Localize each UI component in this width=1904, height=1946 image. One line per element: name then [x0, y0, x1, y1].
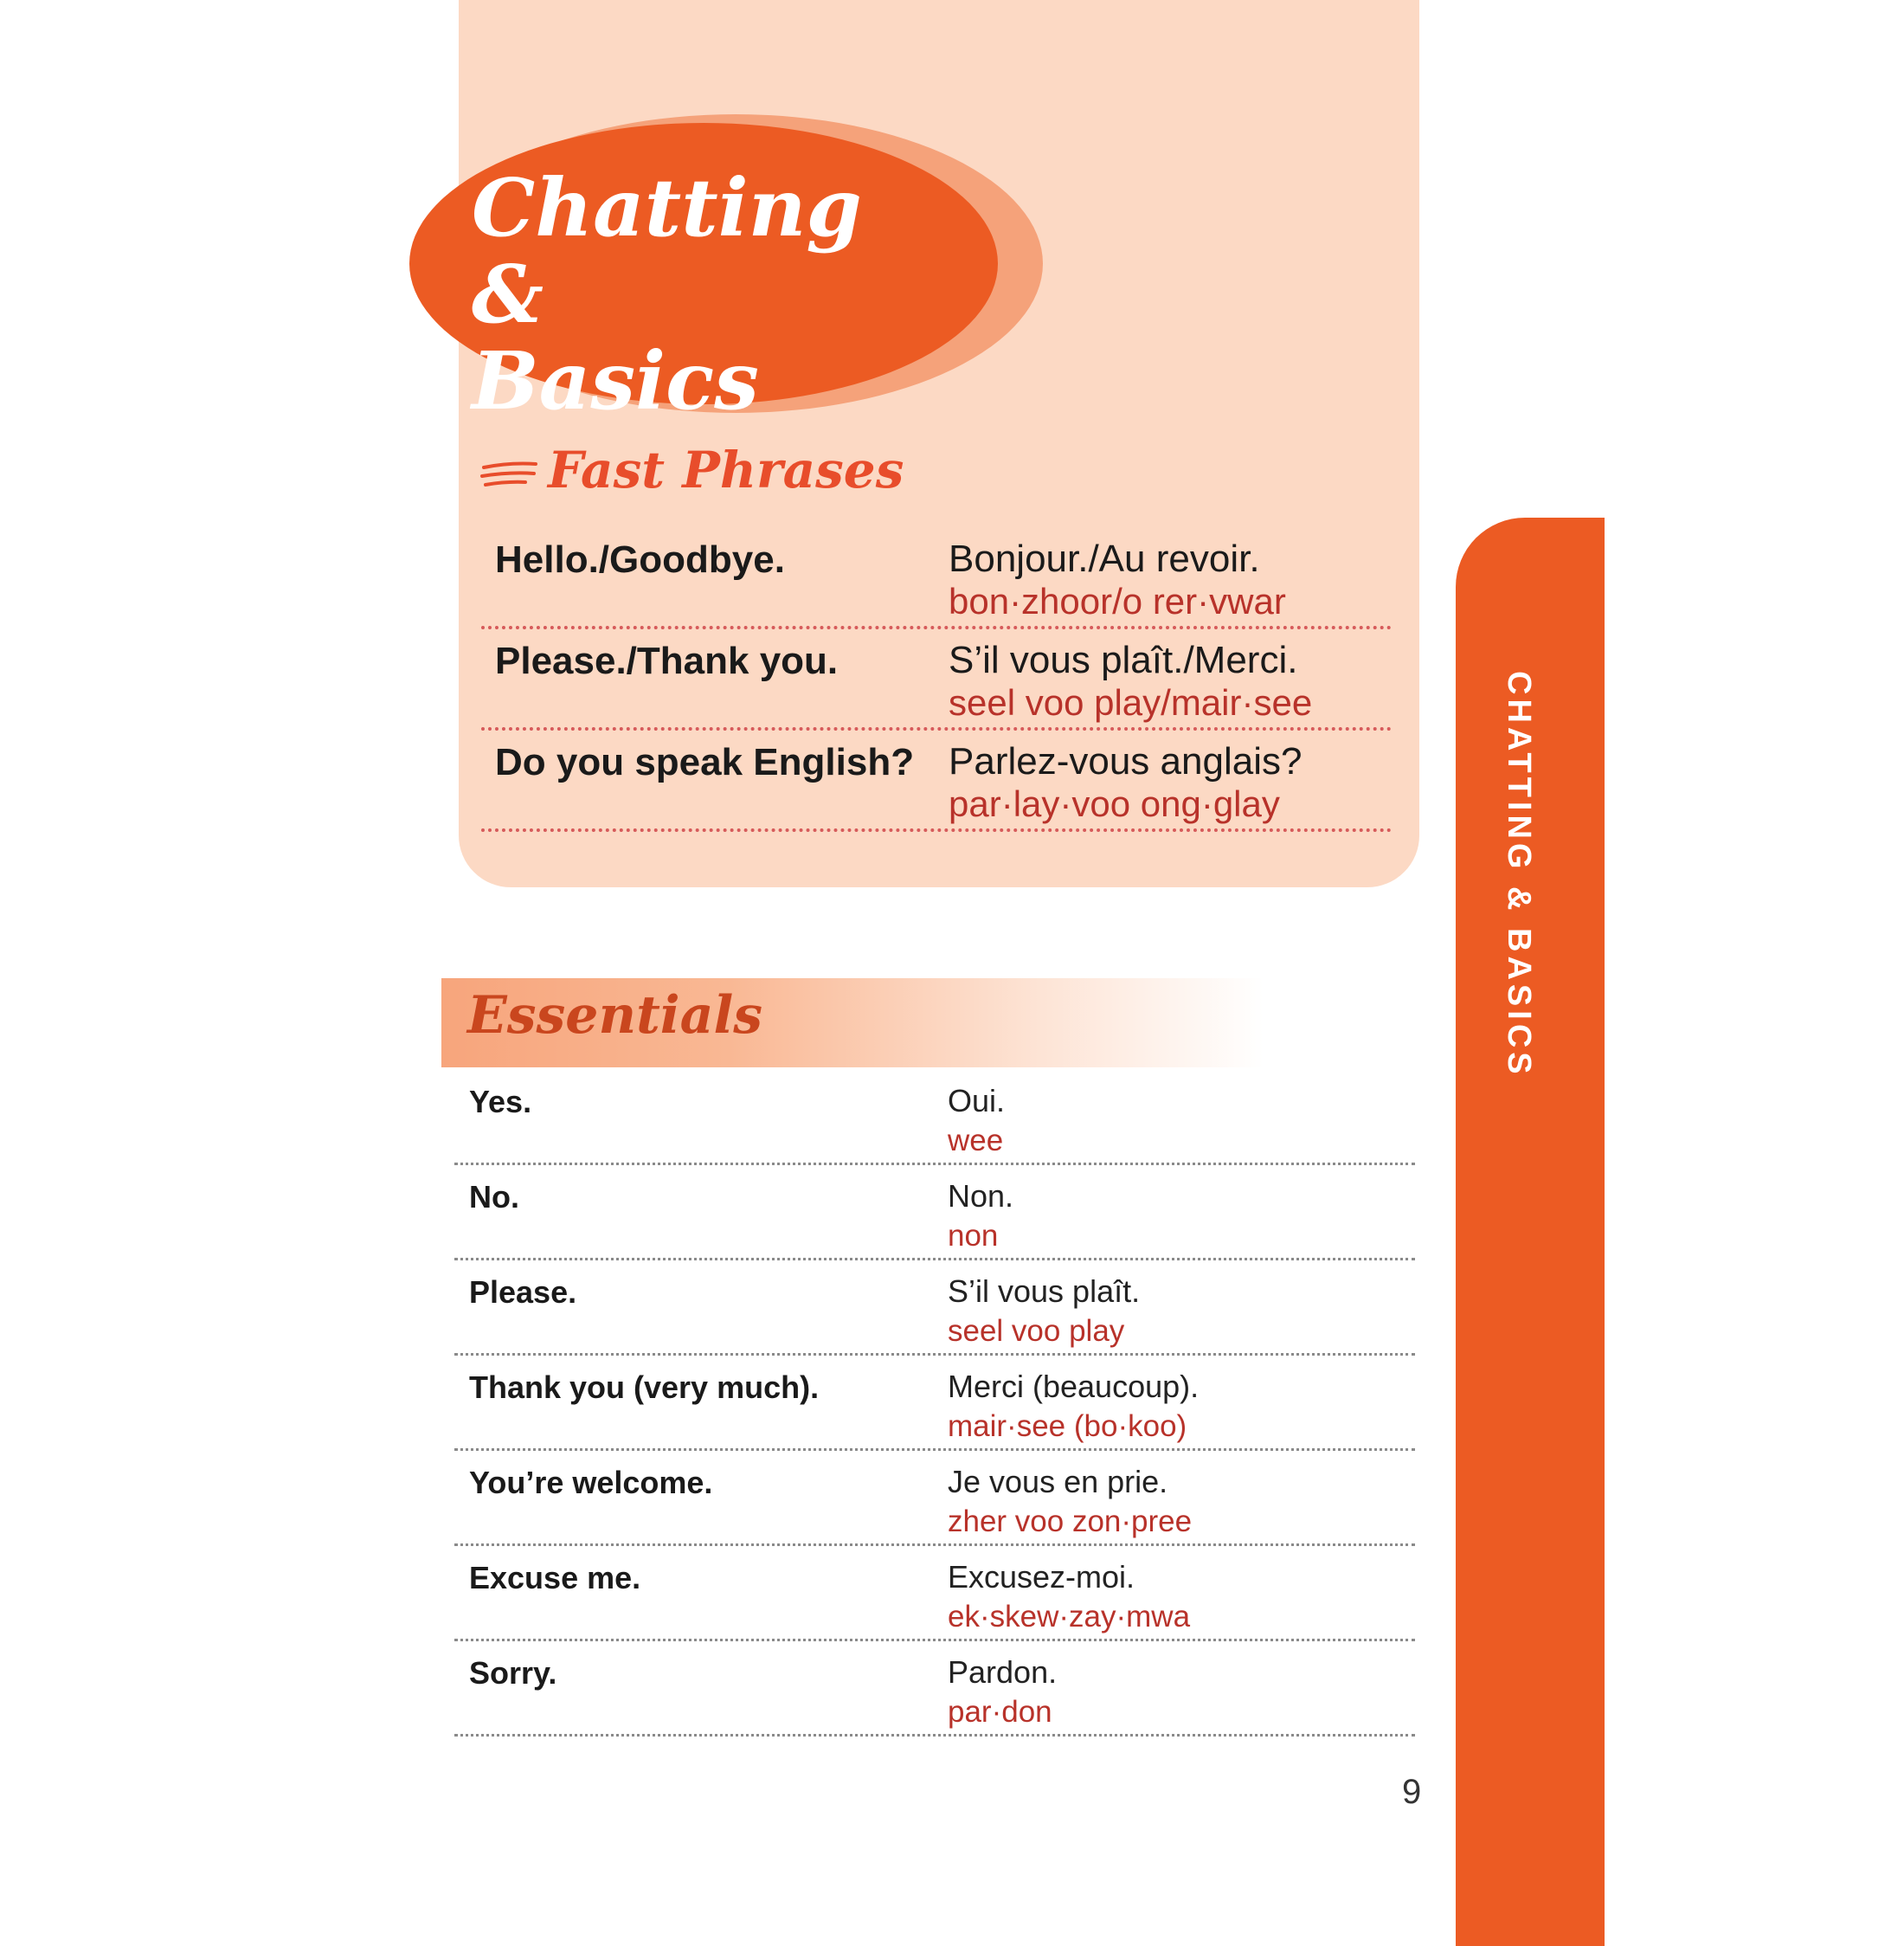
side-chapter-label: CHATTING & BASICS	[1501, 671, 1537, 1079]
essentials-table	[454, 1072, 1415, 1738]
fast-phrases-title: Fast Phrases	[548, 441, 904, 499]
table-row	[454, 1357, 1415, 1451]
english-phrase: Please./Thank you.	[495, 640, 839, 682]
french-phrase: Merci (beaucoup).	[948, 1369, 1200, 1404]
table-row	[454, 1262, 1415, 1356]
page-number: 9	[1402, 1773, 1422, 1811]
pronunciation: non	[948, 1219, 999, 1253]
chapter-title-line2: Basics	[472, 334, 759, 428]
table-row	[481, 530, 1392, 629]
table-row	[454, 1072, 1415, 1165]
english-phrase: Thank you (very much).	[469, 1369, 820, 1405]
french-phrase: Parlez-vous anglais?	[949, 740, 1303, 783]
pronunciation: bon·zhoor/o rer·vwar	[949, 581, 1286, 622]
table-row	[454, 1643, 1415, 1737]
english-phrase: Sorry.	[469, 1655, 557, 1691]
french-phrase: S’il vous plaît./Merci.	[949, 639, 1298, 681]
essentials-title: Essentials	[467, 985, 763, 1046]
table-row	[454, 1453, 1415, 1546]
english-phrase: Do you speak English?	[495, 741, 915, 783]
chapter-title-line1: Chatting &	[472, 161, 862, 341]
table-row	[481, 631, 1392, 731]
english-phrase: Excuse me.	[469, 1560, 641, 1595]
english-phrase: No.	[469, 1179, 519, 1215]
pronunciation: par·lay·voo ong·glay	[949, 783, 1280, 824]
english-phrase: Hello./Goodbye.	[495, 538, 785, 581]
pronunciation: mair·see (bo·koo)	[948, 1409, 1187, 1443]
english-phrase: Yes.	[469, 1084, 532, 1119]
french-phrase: Je vous en prie.	[948, 1464, 1168, 1499]
chapter-title	[472, 161, 922, 428]
fast-phrases-heading	[480, 435, 904, 505]
table-row	[481, 732, 1392, 832]
pronunciation: zher voo zon·pree	[948, 1505, 1193, 1538]
table-row	[454, 1548, 1415, 1641]
pronunciation: wee	[948, 1124, 1004, 1157]
speed-lines-icon	[480, 455, 539, 495]
french-phrase: Pardon.	[948, 1654, 1058, 1690]
english-phrase: Please.	[469, 1274, 577, 1310]
pronunciation: seel voo play	[948, 1314, 1125, 1348]
french-phrase: Excusez-moi.	[948, 1559, 1135, 1595]
fast-phrases-table	[481, 530, 1392, 834]
pronunciation: par·don	[948, 1695, 1052, 1729]
english-phrase: You’re welcome.	[469, 1465, 713, 1500]
pronunciation: ek·skew·zay·mwa	[948, 1600, 1191, 1633]
table-row	[454, 1167, 1415, 1260]
pronunciation: seel voo play/mair·see	[949, 682, 1313, 723]
french-phrase: Non.	[948, 1178, 1014, 1214]
french-phrase: S’il vous plaît.	[948, 1273, 1141, 1309]
french-phrase: Bonjour./Au revoir.	[949, 538, 1260, 580]
french-phrase: Oui.	[948, 1083, 1006, 1118]
